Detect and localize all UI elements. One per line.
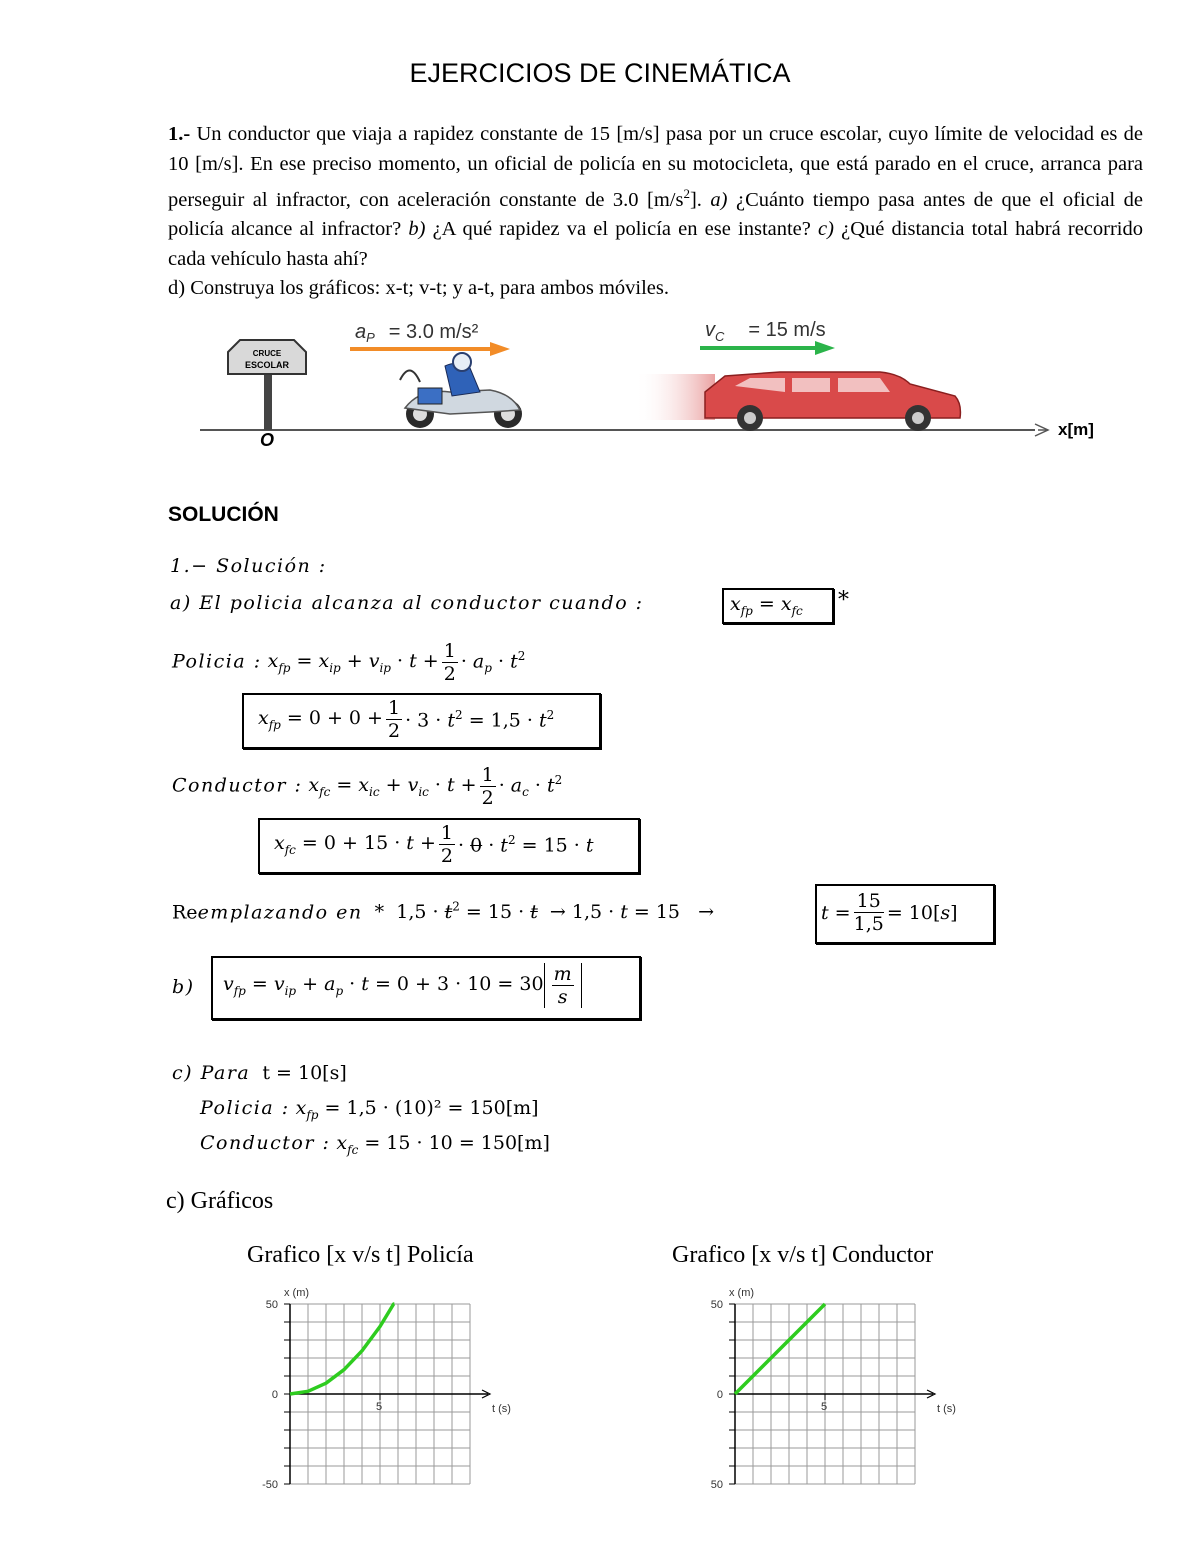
axis-label: x[m] [1058,420,1094,439]
y-tick-label: 0 [716,1389,723,1401]
chart-policia [250,1272,520,1492]
y-tick-label: 50 [710,1299,723,1311]
solution-label: 1.− Solución : [170,555,327,577]
policia-position-box [242,693,601,749]
data-series-line [735,1304,825,1394]
c-policia-line: Policia : $x_{fp} = 1,5 \cdot (10)^2 = 150[m]$ [200,1097,539,1122]
y-tick-label: 50 [265,1299,278,1311]
graficos-heading: c) Gráficos [166,1188,274,1214]
x-axis-label: t (s) [937,1403,956,1415]
c-conductor-line: Conductor : $x_{fc} = 15 \cdot 10 = 150[m]$ [200,1132,550,1157]
chart-conductor [695,1272,965,1492]
substitution-line: Reemplazando en * $1,5 \cdot t^2 = 15 \cdot t \to 1,5 \cdot t = 15$ → [172,900,715,924]
accel-label: $a_P = 3.0$ m/s² [355,321,479,345]
data-series-line [290,1304,394,1394]
problem-figure [190,300,1120,460]
catch-condition-box [722,588,834,624]
solution-heading: SOLUCIÓN [168,503,279,526]
svg-text:CRUCE: CRUCE [252,349,282,358]
page-title: EJERCICIOS DE CINEMÁTICA [409,58,791,88]
origin-label: O [260,430,275,450]
x-tick-label: 5 [821,1401,828,1413]
y-tick-label: -50 [262,1479,278,1491]
problem-statement [168,120,1143,304]
conductor-position-eq: $x_{fc} = 0 + 15 \cdot t$ + $\frac{1}{2}$ · $0 \cdot t^2 = 15 \cdot t$ [274,822,594,867]
problem-paragraph: 1.- Un conductor que viaja a rapidez constante de 15 [m/s] pasa por un cruce escolar, cuyo límite de velocidad es de 10 [m/s]. En ese preciso momento, un oficial de policía en su motocicleta, que está parado en el cruce, arranca para perseguir al infractor, con aceleración constante de 3.0 $[m/s^2]$. a) ¿Cuánto tiempo pasa antes de que el oficial de policía alcance al infractor? b) ¿A qué rapidez va el policía en ese instante? c) ¿Qué distancia total habrá recorrido cada vehículo hasta ahí? [168,123,1144,270]
time-result-box [815,884,995,944]
red-car [705,372,960,431]
problem-d: d) Construya los gráficos: x-t; v-t; y a-t, para ambos móviles. [168,277,670,300]
velocity-result-box [211,956,641,1020]
problem-number: 1.- [168,123,191,145]
y-axis-label: x (m) [729,1287,755,1299]
motion-blur [635,374,715,420]
y-tick-label: 50 [710,1479,723,1491]
x-axis-label: t (s) [492,1403,511,1415]
conductor-general-eq: Conductor : $x_{fc} = x_{ic} + v_{ic} \cdot t$ + $\frac{1}{2}$ · $a_c \cdot t^2$ [172,764,563,809]
velocity-label: $v_C = 15$ m/s [705,319,826,344]
policia-position-eq: $x_{fp} = 0 + 0$ + $\frac{1}{2}$ · $3 \cdot t^2 = 1,5 \cdot t^2$ [258,697,555,742]
part-a-statement: a) El policia alcanza al conductor cuando : [170,592,644,614]
time-result-eq: t = $\frac{15}{1,5}$ = 10[s] [821,890,958,935]
school-crossing-sign [228,340,306,430]
police-motorcycle [400,353,522,428]
svg-text:ESCOLAR: ESCOLAR [244,360,290,370]
y-tick-label: 0 [271,1389,278,1401]
policia-general-eq: Policia : $x_{fp} = x_{ip} + v_{ip} \cdot t$ + $\frac{1}{2}$ · $a_p \cdot t^2$ [172,640,526,685]
chart-title-conductor: Grafico [x v/s t] Conductor [672,1242,934,1268]
y-axis-label: x (m) [284,1287,310,1299]
chart-title-policia: Grafico [x v/s t] Policía [247,1242,474,1268]
catch-condition-eq: $x_{fp} = x_{fc}$ [730,593,803,618]
conductor-position-box [258,818,640,874]
part-c-line: c) Para t = 10[s] [172,1062,347,1084]
velocity-result-eq: $v_{fp} = v_{ip} + a_p \cdot t = 0 + 3 \cdot 10 = 30$ $\frac{m}{s}$ [223,963,582,1008]
star-mark: * [838,588,849,613]
part-b-label: b) [172,976,195,998]
x-tick-label: 5 [376,1401,383,1413]
